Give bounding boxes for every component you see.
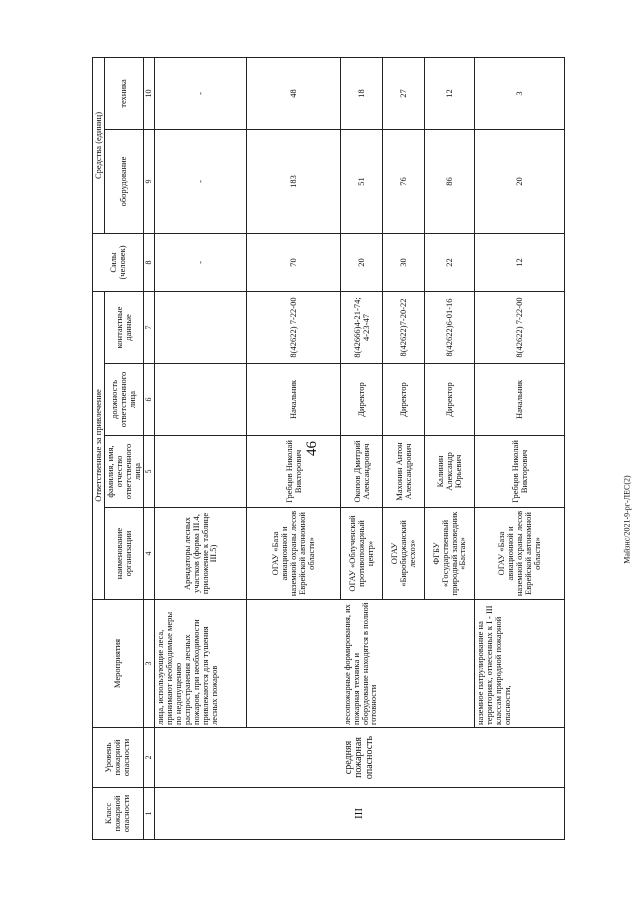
vehicles-cell: 12 bbox=[425, 57, 475, 129]
header-contacts: контактные данные bbox=[104, 291, 143, 363]
header-equipment: оборудование bbox=[104, 129, 143, 233]
col-number: 3 bbox=[143, 600, 154, 728]
measure-cell: наземное патрулирование на территориях, отнесенных к I - III классам природной пожарной опасности, bbox=[475, 600, 565, 728]
person-cell: Калинин Александр Юрьевич bbox=[425, 436, 475, 508]
class-cell: III bbox=[155, 788, 565, 840]
col-number: 1 bbox=[143, 788, 154, 840]
org-cell: ОГАУ «Биробиджанский лесхоз» bbox=[383, 508, 425, 600]
contacts-cell: 8(42622) 7-22-00 bbox=[475, 291, 565, 363]
forces-cell: - bbox=[155, 233, 247, 291]
forces-cell: 70 bbox=[247, 233, 341, 291]
header-class: Класс пожарной опасности bbox=[93, 788, 144, 840]
col-number: 2 bbox=[143, 728, 154, 788]
org-cell: ОГАУ «База авиационной и наземной охраны лесов Еврейской автономной области» bbox=[475, 508, 565, 600]
col-number: 9 bbox=[143, 129, 154, 233]
org-cell: ОГАУ «Облученский противопожарный центр» bbox=[341, 508, 383, 600]
col-number: 5 bbox=[143, 436, 154, 508]
position-cell bbox=[155, 364, 247, 436]
person-cell bbox=[155, 436, 247, 508]
header-level: Уровень пожарной опасности bbox=[93, 728, 144, 788]
measure-cell: лица, использующие леса, принимают необходимые меры по недопущению распространения лесных пожаров, при необходимости привлекаются для тушения лесных пожаров bbox=[155, 600, 247, 728]
person-cell: Гребцов Николай Викторович bbox=[475, 436, 565, 508]
contacts-cell: 8(42666)4-21-74; 4-23-47 bbox=[341, 291, 383, 363]
position-cell: Директор bbox=[425, 364, 475, 436]
equipment-cell: 183 bbox=[247, 129, 341, 233]
vehicles-cell: 48 bbox=[247, 57, 341, 129]
level-cell: средняя пожарная опасность bbox=[155, 728, 565, 788]
person-cell: Гребцов Николай Викторович bbox=[247, 436, 341, 508]
fire-safety-table bbox=[92, 57, 565, 840]
forces-cell: 20 bbox=[341, 233, 383, 291]
header-person: фамилия, имя, отчество ответственного лица bbox=[104, 436, 143, 508]
col-number: 6 bbox=[143, 364, 154, 436]
equipment-cell: 86 bbox=[425, 129, 475, 233]
fire-safety-table-frame bbox=[92, 58, 562, 840]
equipment-cell: - bbox=[155, 129, 247, 233]
col-number: 8 bbox=[143, 233, 154, 291]
header-means: Средства (единиц) bbox=[93, 57, 105, 233]
position-cell: Начальник bbox=[247, 364, 341, 436]
header-org: наименование организации bbox=[104, 508, 143, 600]
header-vehicles: техника bbox=[104, 57, 143, 129]
equipment-cell: 76 bbox=[383, 129, 425, 233]
person-cell: Окопов Дмитрий Александрович bbox=[341, 436, 383, 508]
vehicles-cell: - bbox=[155, 57, 247, 129]
measure-cell: лесопожарные формирования, их пожарная техника и оборудование находятся в полной готовности bbox=[247, 600, 475, 728]
position-cell: Директор bbox=[383, 364, 425, 436]
person-cell: Махонин Антон Александрович bbox=[383, 436, 425, 508]
header-measures: Мероприятия bbox=[93, 600, 144, 728]
col-number: 10 bbox=[143, 57, 154, 129]
table-row bbox=[475, 57, 565, 839]
contacts-cell: 8(42622)6-01-16 bbox=[425, 291, 475, 363]
equipment-cell: 20 bbox=[475, 129, 565, 233]
vehicles-cell: 27 bbox=[383, 57, 425, 129]
org-cell: ФГБУ «Государственный природный заповедник «Бастак» bbox=[425, 508, 475, 600]
contacts-cell bbox=[155, 291, 247, 363]
col-number: 7 bbox=[143, 291, 154, 363]
page-number: 46 bbox=[304, 441, 320, 456]
header-row-1 bbox=[93, 57, 105, 839]
position-cell: Директор bbox=[341, 364, 383, 436]
org-cell: Арендаторы лесных участков (форма III.4, приложение к таблице III.5) bbox=[155, 508, 247, 600]
org-cell: ОГАУ «База авиационной и наземной охраны лесов Еврейской автономной области» bbox=[247, 508, 341, 600]
table-row bbox=[155, 57, 247, 839]
header-responsible: Ответственные за привлечение bbox=[93, 291, 105, 599]
column-number-row bbox=[143, 57, 154, 839]
forces-cell: 12 bbox=[475, 233, 565, 291]
col-number: 4 bbox=[143, 508, 154, 600]
position-cell: Начальник bbox=[475, 364, 565, 436]
equipment-cell: 51 bbox=[341, 129, 383, 233]
forces-cell: 30 bbox=[383, 233, 425, 291]
contacts-cell: 8(42622) 7-22-00 bbox=[247, 291, 341, 363]
vehicles-cell: 3 bbox=[475, 57, 565, 129]
header-forces: Силы (человек) bbox=[93, 233, 144, 291]
forces-cell: 22 bbox=[425, 233, 475, 291]
header-position: должность ответственного лица bbox=[104, 364, 143, 436]
document-code: Майзнс/2021-9-рг-ЛЕС(2) bbox=[622, 475, 632, 564]
vehicles-cell: 18 bbox=[341, 57, 383, 129]
table-row bbox=[247, 57, 341, 839]
contacts-cell: 8(42622)7-20-22 bbox=[383, 291, 425, 363]
